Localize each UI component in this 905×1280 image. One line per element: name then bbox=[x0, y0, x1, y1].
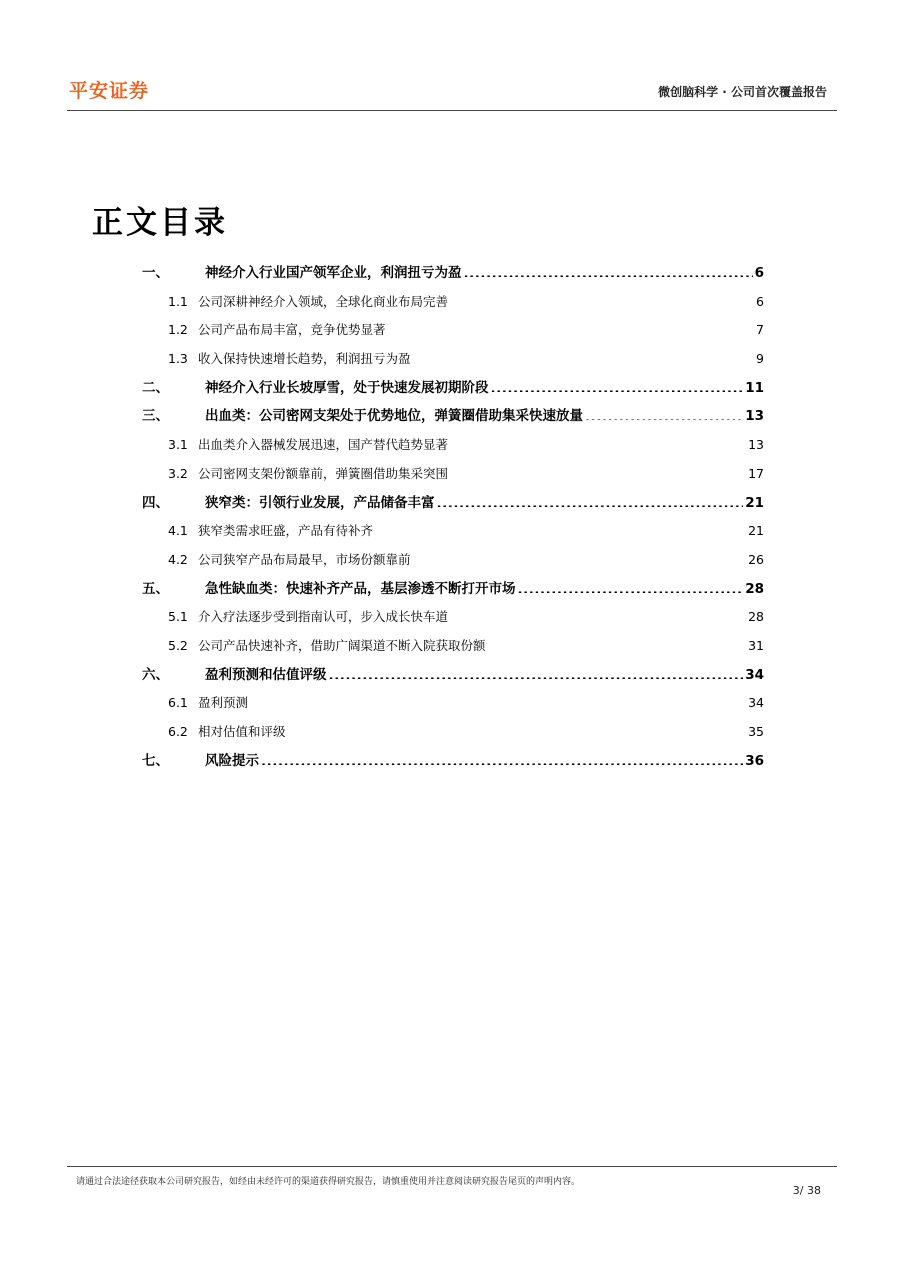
brand-logo: 平安证券 bbox=[69, 80, 150, 102]
toc-leader-dots bbox=[329, 665, 744, 679]
toc-page-number: 6 bbox=[754, 265, 764, 281]
toc-number: 一、 bbox=[142, 265, 169, 281]
toc-page-number: 13 bbox=[745, 408, 764, 425]
toc-leader-dots bbox=[450, 437, 746, 450]
toc-number: 二、 bbox=[142, 379, 169, 396]
toc-section[interactable] bbox=[142, 431, 764, 460]
page-number: 3/ 38 bbox=[792, 1184, 821, 1197]
toc-page-number: 11 bbox=[745, 379, 764, 396]
footer-disclaimer: 请通过合法途径获取本公司研究报告，如经由未经许可的渠道获得研究报告，请慎重使用并注意阅读研究报告尾页的声明内容。 bbox=[76, 1177, 581, 1187]
toc-title: 介入疗法逐步受到指南认可，步入成长快车道 bbox=[198, 609, 449, 625]
toc-page-number: 34 bbox=[748, 695, 764, 711]
toc-title: 狭窄类需求旺盛，产品有待补齐 bbox=[198, 523, 374, 539]
toc-leader-dots bbox=[450, 465, 746, 478]
toc-title: 相对估值和评级 bbox=[198, 724, 286, 739]
toc-title: 公司产品布局丰富，竞争优势显著 bbox=[198, 322, 386, 338]
toc-title: 出血类：公司密网支架处于优势地位，弹簧圈借助集采快速放量 bbox=[205, 408, 583, 425]
toc-number: 3.2 bbox=[168, 465, 188, 481]
toc-section[interactable] bbox=[142, 718, 764, 747]
toc-number: 三、 bbox=[142, 408, 169, 425]
toc-leader-dots bbox=[250, 695, 746, 708]
toc-leader-dots bbox=[437, 493, 744, 507]
toc-leader-dots bbox=[488, 637, 747, 650]
toc-page-number: 34 bbox=[745, 666, 764, 683]
toc-leader-dots bbox=[491, 378, 744, 392]
footer-divider bbox=[67, 1166, 837, 1167]
toc-title: 公司产品快速补齐，借助广阔渠道不断入院获取份额 bbox=[198, 637, 486, 653]
toc-number: 五、 bbox=[142, 580, 169, 597]
toc-page-number: 17 bbox=[748, 465, 764, 481]
toc-title: 急性缺血类：快速补齐产品，基层渗透不断打开市场 bbox=[205, 580, 516, 597]
toc-leader-dots bbox=[518, 579, 744, 593]
toc-section[interactable] bbox=[142, 460, 764, 489]
header-divider bbox=[67, 110, 837, 111]
toc-page-number: 6 bbox=[756, 293, 764, 309]
toc-section[interactable] bbox=[142, 288, 764, 317]
toc-number: 四、 bbox=[142, 494, 169, 511]
toc-title: 盈利预测 bbox=[198, 695, 249, 711]
toc-page-number: 9 bbox=[756, 351, 764, 367]
toc-chapter[interactable] bbox=[142, 402, 764, 431]
toc-page-number: 28 bbox=[745, 580, 764, 597]
toc-title: 出血类介入器械发展迅速，国产替代趋势显著 bbox=[198, 437, 449, 453]
toc-title: 狭窄类：引领行业发展，产品储备丰富 bbox=[205, 494, 435, 511]
toc-number: 七、 bbox=[142, 752, 169, 769]
toc-chapter[interactable] bbox=[142, 489, 764, 518]
toc-leader-dots bbox=[413, 551, 747, 564]
toc-chapter[interactable] bbox=[142, 747, 764, 776]
toc-title: 公司狭窄产品布局最早，市场份额靠前 bbox=[198, 551, 411, 567]
toc-section[interactable] bbox=[142, 546, 764, 575]
toc-leader-dots bbox=[450, 609, 746, 622]
toc-leader-dots bbox=[464, 264, 753, 278]
toc-page-number: 7 bbox=[756, 322, 764, 338]
toc-leader-dots bbox=[413, 351, 755, 364]
toc-page-number: 26 bbox=[748, 551, 764, 567]
toc-page-number: 35 bbox=[748, 724, 764, 739]
toc-page-number: 31 bbox=[748, 637, 764, 653]
toc-chapter[interactable] bbox=[142, 374, 764, 403]
toc-number: 6.1 bbox=[168, 695, 188, 711]
toc-section[interactable] bbox=[142, 517, 764, 546]
toc-number: 3.1 bbox=[168, 437, 188, 453]
toc-number: 1.3 bbox=[168, 351, 188, 367]
toc-section[interactable] bbox=[142, 316, 764, 345]
toc-leader-dots bbox=[288, 724, 747, 737]
toc-title: 神经介入行业国产领军企业，利润扭亏为盈 bbox=[205, 265, 462, 281]
toc-section[interactable] bbox=[142, 689, 764, 718]
toc-leader-dots bbox=[375, 523, 746, 536]
toc-title: 盈利预测和估值评级 bbox=[205, 666, 327, 683]
toc-leader-dots bbox=[585, 407, 743, 421]
toc-number: 1.1 bbox=[168, 293, 188, 309]
toc-number: 5.2 bbox=[168, 637, 188, 653]
toc-page-number: 28 bbox=[748, 609, 764, 625]
toc-chapter[interactable] bbox=[142, 259, 764, 288]
toc-title: 收入保持快速增长趋势，利润扭亏为盈 bbox=[198, 351, 411, 367]
toc-page-number: 21 bbox=[748, 523, 764, 539]
toc-section[interactable] bbox=[142, 632, 764, 661]
toc-chapter[interactable] bbox=[142, 575, 764, 604]
page-title: 正文目录 bbox=[92, 205, 228, 241]
report-title: 微创脑科学 · 公司首次覆盖报告 bbox=[658, 85, 827, 99]
toc-leader-dots bbox=[450, 293, 754, 306]
toc-chapter[interactable] bbox=[142, 661, 764, 690]
toc-page-number: 13 bbox=[748, 437, 764, 453]
toc-leader-dots bbox=[388, 322, 755, 335]
toc-page-number: 21 bbox=[745, 494, 764, 511]
toc-section[interactable] bbox=[142, 345, 764, 374]
toc-title: 神经介入行业长坡厚雪，处于快速发展初期阶段 bbox=[205, 379, 489, 396]
toc-number: 1.2 bbox=[168, 322, 188, 338]
toc-number: 5.1 bbox=[168, 609, 188, 625]
toc-number: 6.2 bbox=[168, 724, 188, 739]
toc-title: 公司深耕神经介入领域，全球化商业布局完善 bbox=[198, 293, 449, 309]
toc-title: 风险提示 bbox=[205, 752, 259, 769]
toc-number: 4.2 bbox=[168, 551, 188, 567]
toc-leader-dots bbox=[261, 751, 743, 765]
toc-page-number: 36 bbox=[745, 752, 764, 769]
table-of-contents bbox=[142, 259, 764, 775]
toc-title: 公司密网支架份额靠前，弹簧圈借助集采突围 bbox=[198, 465, 449, 481]
toc-number: 六、 bbox=[142, 666, 169, 683]
toc-section[interactable] bbox=[142, 603, 764, 632]
toc-number: 4.1 bbox=[168, 523, 188, 539]
